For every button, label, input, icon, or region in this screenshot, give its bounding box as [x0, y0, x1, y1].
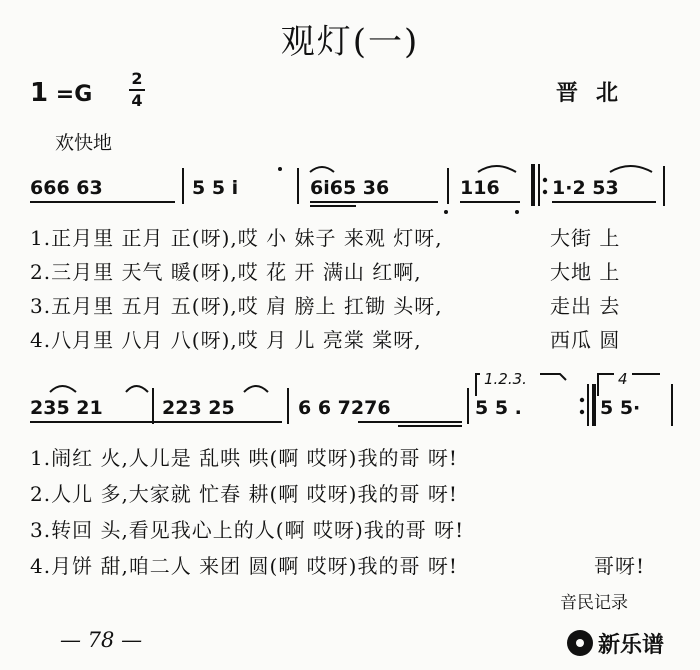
song-title: 观灯(一) — [280, 22, 420, 62]
brand-logo-text: 新乐谱 — [598, 633, 665, 658]
volta-second-ending: 4 — [618, 370, 628, 388]
lyric-line: 4.八月里 八月 八(呀),哎 月 儿 亮棠 棠呀, — [30, 328, 422, 352]
score-row1-measure3: 6i65 36 — [310, 177, 390, 199]
key-signature-text: =G — [55, 82, 93, 107]
time-signature-bottom: 4 — [131, 91, 143, 110]
lyric-line: 3.转回 头,看见我心上的人(啊 哎呀)我的哥 呀! — [30, 518, 465, 542]
page-number: — 78 — — [60, 628, 143, 652]
tempo-marking: 欢快地 — [55, 132, 113, 154]
score-row2-measure5: 5 5· — [600, 397, 641, 419]
lyric-line-end: 大街 上 — [550, 226, 621, 250]
lyric-line-extra: 哥呀! — [594, 554, 646, 578]
lyric-line: 1.闹红 火,人儿是 乱哄 哄(啊 哎呀)我的哥 呀! — [30, 446, 458, 470]
score-row2-measure2: 223 25 — [162, 397, 235, 419]
score-row1-measure2: 5 5 i — [192, 177, 239, 199]
lyric-line: 2.人儿 多,大家就 忙春 耕(啊 哎呀)我的哥 呀! — [30, 482, 458, 506]
score-row2-measure4: 5 5 . — [475, 397, 522, 419]
transcription-credit: 音民记录 — [560, 593, 628, 613]
lyric-line-end: 走出 去 — [550, 294, 621, 318]
lyric-line: 4.月饼 甜,咱二人 来团 圆(啊 哎呀)我的哥 呀! — [30, 554, 458, 578]
score-row2-measure1: 235 21 — [30, 397, 103, 419]
lyric-line-end: 西瓜 圆 — [550, 328, 621, 352]
key-tonic-numeral: 1 — [30, 78, 49, 108]
score-row1-measure1: 666 63 — [30, 177, 103, 199]
score-row1-measure4: 116 — [460, 177, 500, 199]
origin-region: 晋北 — [556, 80, 637, 106]
time-signature-top: 2 — [131, 69, 143, 88]
score-row1-measure5: 1·2 53 — [552, 177, 619, 199]
lyric-line-end: 大地 上 — [550, 260, 621, 284]
score-row2-measure3: 6 6 7276 — [298, 397, 391, 419]
lyric-line: 2.三月里 天气 暖(呀),哎 花 开 满山 红啊, — [30, 260, 422, 284]
volta-first-ending: 1.2.3. — [484, 370, 527, 388]
lyric-line: 1.正月里 正月 正(呀),哎 小 妹子 来观 灯呀, — [30, 226, 443, 250]
lyric-line: 3.五月里 五月 五(呀),哎 肩 膀上 扛锄 头呀, — [30, 294, 443, 318]
